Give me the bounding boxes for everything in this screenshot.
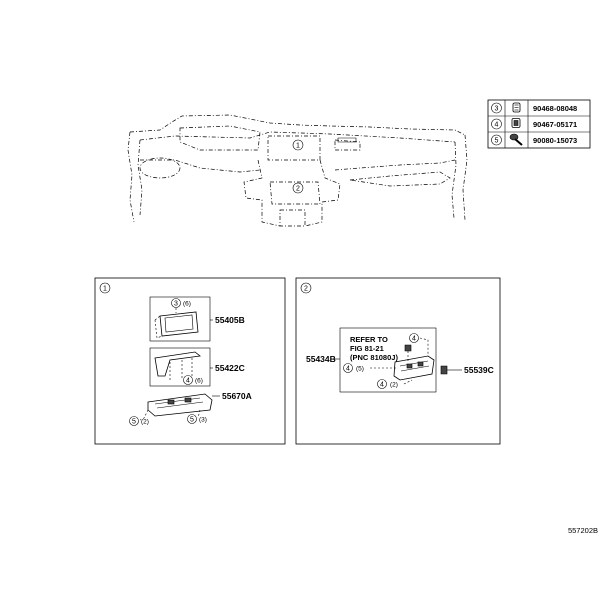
bracket-55670A xyxy=(130,391,252,426)
part-55422C: 55422C xyxy=(215,363,245,373)
part-55670A: 55670A xyxy=(222,391,252,401)
part-55405B: 55405B xyxy=(215,315,245,325)
qty-5a: (2) xyxy=(141,418,149,426)
legend-ref: 3 xyxy=(494,105,499,113)
display-55405B xyxy=(150,297,245,341)
clip-icon xyxy=(512,119,520,128)
legend-row-4 xyxy=(492,119,578,130)
legend-ref: 4 xyxy=(494,121,499,129)
fastener-legend-table xyxy=(488,100,590,148)
qty-4: (6) xyxy=(195,377,203,385)
overview-callout-1: 1 xyxy=(296,142,300,150)
ref-4c: 4 xyxy=(380,381,384,389)
legend-row-3 xyxy=(492,103,578,113)
refer-note-line2: FIG 81-21 xyxy=(350,344,384,353)
ref-5a: 5 xyxy=(132,418,136,426)
panel-1-callout: 1 xyxy=(103,285,107,293)
qty-4b: (5) xyxy=(356,365,364,373)
detail-panel-1 xyxy=(95,278,285,444)
qty-5b: (3) xyxy=(199,416,207,424)
ref-5b: 5 xyxy=(190,416,194,424)
legend-row-5 xyxy=(492,134,578,145)
detail-panel-2 xyxy=(296,278,500,444)
ref-4b: 4 xyxy=(346,365,350,373)
legend-part-number: 90467-05171 xyxy=(533,120,578,129)
ref-4: 4 xyxy=(186,377,190,385)
legend-ref: 5 xyxy=(494,137,499,145)
dashboard-overview xyxy=(128,115,467,226)
refer-note-line3: (PNC 81080J) xyxy=(350,353,398,362)
clip-icon xyxy=(513,103,520,112)
part-55434B: 55434B xyxy=(306,354,336,364)
figure-id: 557202B xyxy=(567,526,598,535)
bezel-55422C xyxy=(150,348,245,386)
ref-4a: 4 xyxy=(412,335,416,343)
screw-icon xyxy=(510,134,522,145)
panel-2-callout: 2 xyxy=(304,285,308,293)
legend-part-number: 90080-15073 xyxy=(533,136,578,145)
switch-unit xyxy=(394,335,434,380)
refer-note-line1: REFER TO xyxy=(350,335,388,344)
part-55539C: 55539C xyxy=(464,365,494,375)
qty-4c: (2) xyxy=(390,381,398,389)
ref-3: 3 xyxy=(174,300,178,308)
legend-part-number: 90468-08048 xyxy=(533,104,578,113)
overview-callout-2: 2 xyxy=(296,185,300,193)
qty-3: (6) xyxy=(183,300,191,308)
clip-55539C xyxy=(441,365,494,375)
